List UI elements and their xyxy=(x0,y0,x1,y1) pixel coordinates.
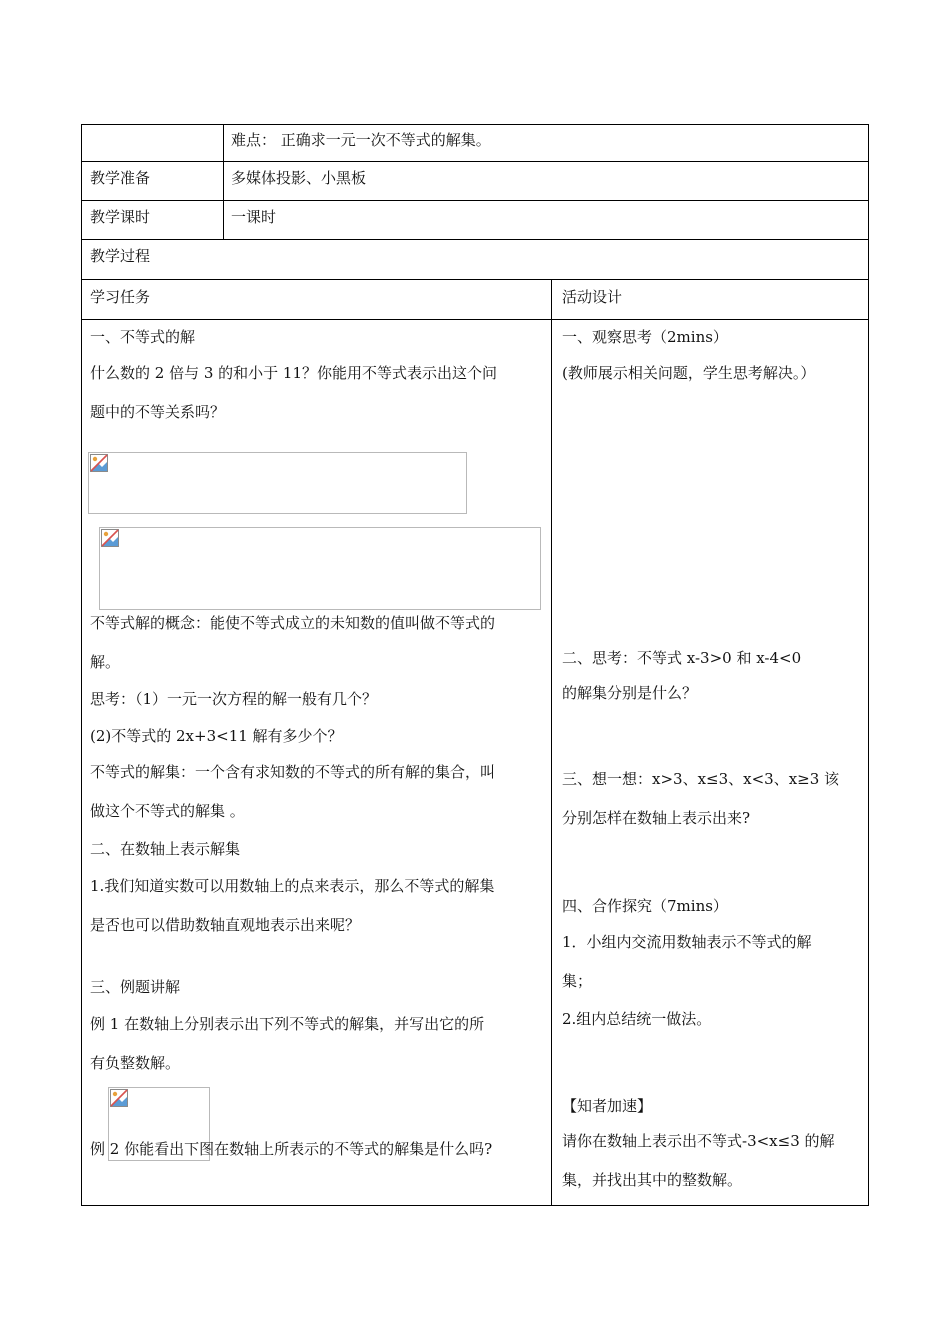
broken-image-icon xyxy=(101,529,119,547)
think-text: 思考：（1）一元一次方程的解一般有几个？ xyxy=(90,690,378,708)
content-column-divider xyxy=(551,279,552,1206)
activity-heading: 四、合作探究（7mins） xyxy=(562,897,728,915)
row-divider xyxy=(81,279,869,280)
activity-text: 1．小组内交流用数轴表示不等式的解 xyxy=(562,933,812,951)
activity-heading: 一、观察思考（2mins） xyxy=(562,328,728,346)
example-text: 例 2 你能看出下图在数轴上所表示的不等式的解集是什么吗? xyxy=(90,1140,493,1158)
section-heading: 一、不等式的解 xyxy=(90,328,196,346)
hours-value: 一课时 xyxy=(231,208,277,226)
section-heading: 三、例题讲解 xyxy=(90,978,181,996)
activity-text: 集； xyxy=(562,972,593,990)
activity-text: 集，并找出其中的整数解。 xyxy=(562,1171,743,1189)
number-line-text: 是否也可以借助数轴直观地表示出来呢？ xyxy=(90,916,361,934)
solution-set-text: 不等式的解集：一个含有求知数的不等式的所有解的集合，叫 xyxy=(90,763,496,781)
image-placeholder xyxy=(99,527,541,610)
table-bottom-border xyxy=(81,1205,869,1206)
example-text: 有负整数解。 xyxy=(90,1054,181,1072)
activity-heading: 三、想一想：x>3、x≤3、x<3、x≥3 该 xyxy=(562,770,840,788)
difficulty-text: 难点： 正确求一元一次不等式的解集。 xyxy=(231,131,491,149)
row-divider xyxy=(81,200,869,201)
table-top-border xyxy=(81,124,869,125)
question-text: 题中的不等关系吗？ xyxy=(90,403,226,421)
section-heading: 二、在数轴上表示解集 xyxy=(90,840,241,858)
activity-text: 的解集分别是什么？ xyxy=(562,684,698,702)
think-text: (2)不等式的 2x+3<11 解有多少个？ xyxy=(90,727,343,745)
activity-text: (教师展示相关问题，学生思考解决。） xyxy=(562,364,816,382)
broken-image-icon xyxy=(110,1089,128,1107)
example-text: 例 1 在数轴上分别表示出下列不等式的解集，并写出它的所 xyxy=(90,1015,485,1033)
activity-heading: 【知者加速】 xyxy=(562,1097,653,1115)
image-placeholder xyxy=(88,452,467,514)
hours-label: 教学课时 xyxy=(90,208,151,226)
number-line-text: 1.我们知道实数可以用数轴上的点来表示，那么不等式的解集 xyxy=(90,877,495,895)
label-column-divider xyxy=(223,124,224,239)
activity-text: 2.组内总结统一做法。 xyxy=(562,1010,712,1028)
table-left-border xyxy=(81,124,82,1206)
table-right-border xyxy=(868,124,869,1206)
row-divider xyxy=(81,319,869,320)
activity-text: 分别怎样在数轴上表示出来? xyxy=(562,809,751,827)
concept-text: 解。 xyxy=(90,653,121,671)
solution-set-text: 做这个不等式的解集 。 xyxy=(90,802,245,820)
prep-label: 教学准备 xyxy=(90,169,151,187)
row-divider xyxy=(81,161,869,162)
left-column-header: 学习任务 xyxy=(90,288,151,306)
activity-text: 请你在数轴上表示出不等式-3<x≤3 的解 xyxy=(562,1132,835,1150)
broken-image-icon xyxy=(90,454,108,472)
row-divider xyxy=(81,239,869,240)
right-column-header: 活动设计 xyxy=(562,288,623,306)
concept-text: 不等式解的概念：能使不等式成立的未知数的值叫做不等式的 xyxy=(90,614,496,632)
prep-value: 多媒体投影、小黑板 xyxy=(231,169,367,187)
activity-heading: 二、思考：不等式 x-3>0 和 x-4<0 xyxy=(562,649,802,667)
question-text: 什么数的 2 倍与 3 的和小于 11？你能用不等式表示出这个问 xyxy=(90,364,498,382)
process-label: 教学过程 xyxy=(90,247,151,265)
